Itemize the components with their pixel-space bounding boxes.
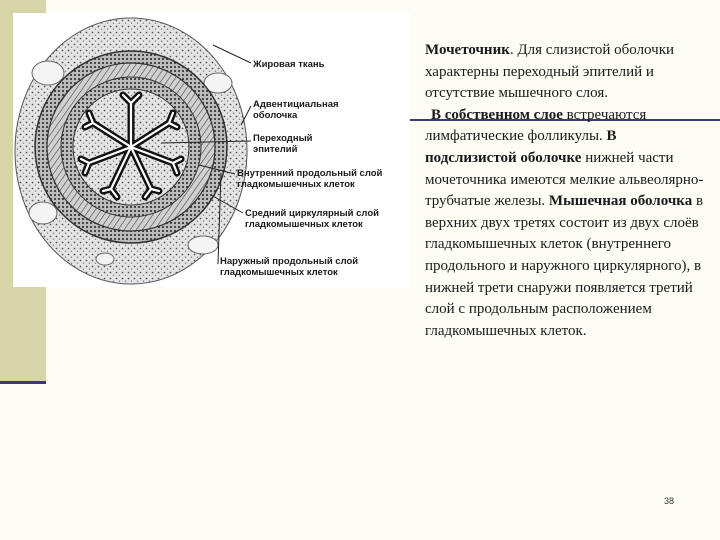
label-adventitia-2: оболочка	[253, 110, 298, 121]
label-epithelium-1: Переходный	[253, 133, 313, 144]
label-adipose: Жировая ткань	[253, 59, 325, 70]
slide-text	[425, 40, 710, 342]
paragraph-1	[425, 40, 710, 105]
paragraph-2-text-3: в верхних двух третях состоит из двух слоёв гладкомышечных клеток (внутреннего продольного и наружного циркулярного), в нижней трети снаружи появляется третий слой с продольным расположением гладкомышечных клеток.	[425, 193, 704, 339]
term-submucosa: В подслизистой оболочке	[425, 128, 617, 166]
page-number: 38	[664, 496, 675, 506]
paragraph-2-text-1: встречаются лимфатические фолликулы.	[425, 106, 647, 145]
label-outer-longitudinal-1: Наружный продольный слой	[220, 256, 359, 267]
paragraph-2-text-2: нижней части мочеточника имеются мелкие альвеолярно-трубчатые железы.	[425, 149, 704, 210]
ureter-cross-section-drawing	[13, 13, 410, 287]
label-adventitia-1: Адвентициальная	[253, 99, 339, 110]
sidebar-accent-line	[0, 381, 46, 384]
label-middle-circular-1: Средний циркулярный слой	[245, 208, 379, 219]
term-lamina-propria: В собственном слое	[431, 106, 563, 123]
label-epithelium-2: эпителий	[253, 144, 298, 155]
label-inner-longitudinal-2: гладкомышечных клеток	[237, 179, 355, 190]
paragraph-2	[425, 105, 710, 343]
label-outer-longitudinal-2: гладкомышечных клеток	[220, 267, 338, 278]
paragraph-1-text: . Для слизистой оболочки характерны переходный эпителий и отсутствие мышечного слоя.	[425, 42, 675, 102]
title-ureter: Мочеточник	[425, 42, 510, 58]
ureter-figure	[13, 13, 410, 287]
term-muscular-layer: Мышечная оболочка	[548, 193, 693, 210]
label-middle-circular-2: гладкомышечных клеток	[245, 219, 363, 230]
label-inner-longitudinal-1: Внутренний продольный слой	[237, 168, 383, 179]
